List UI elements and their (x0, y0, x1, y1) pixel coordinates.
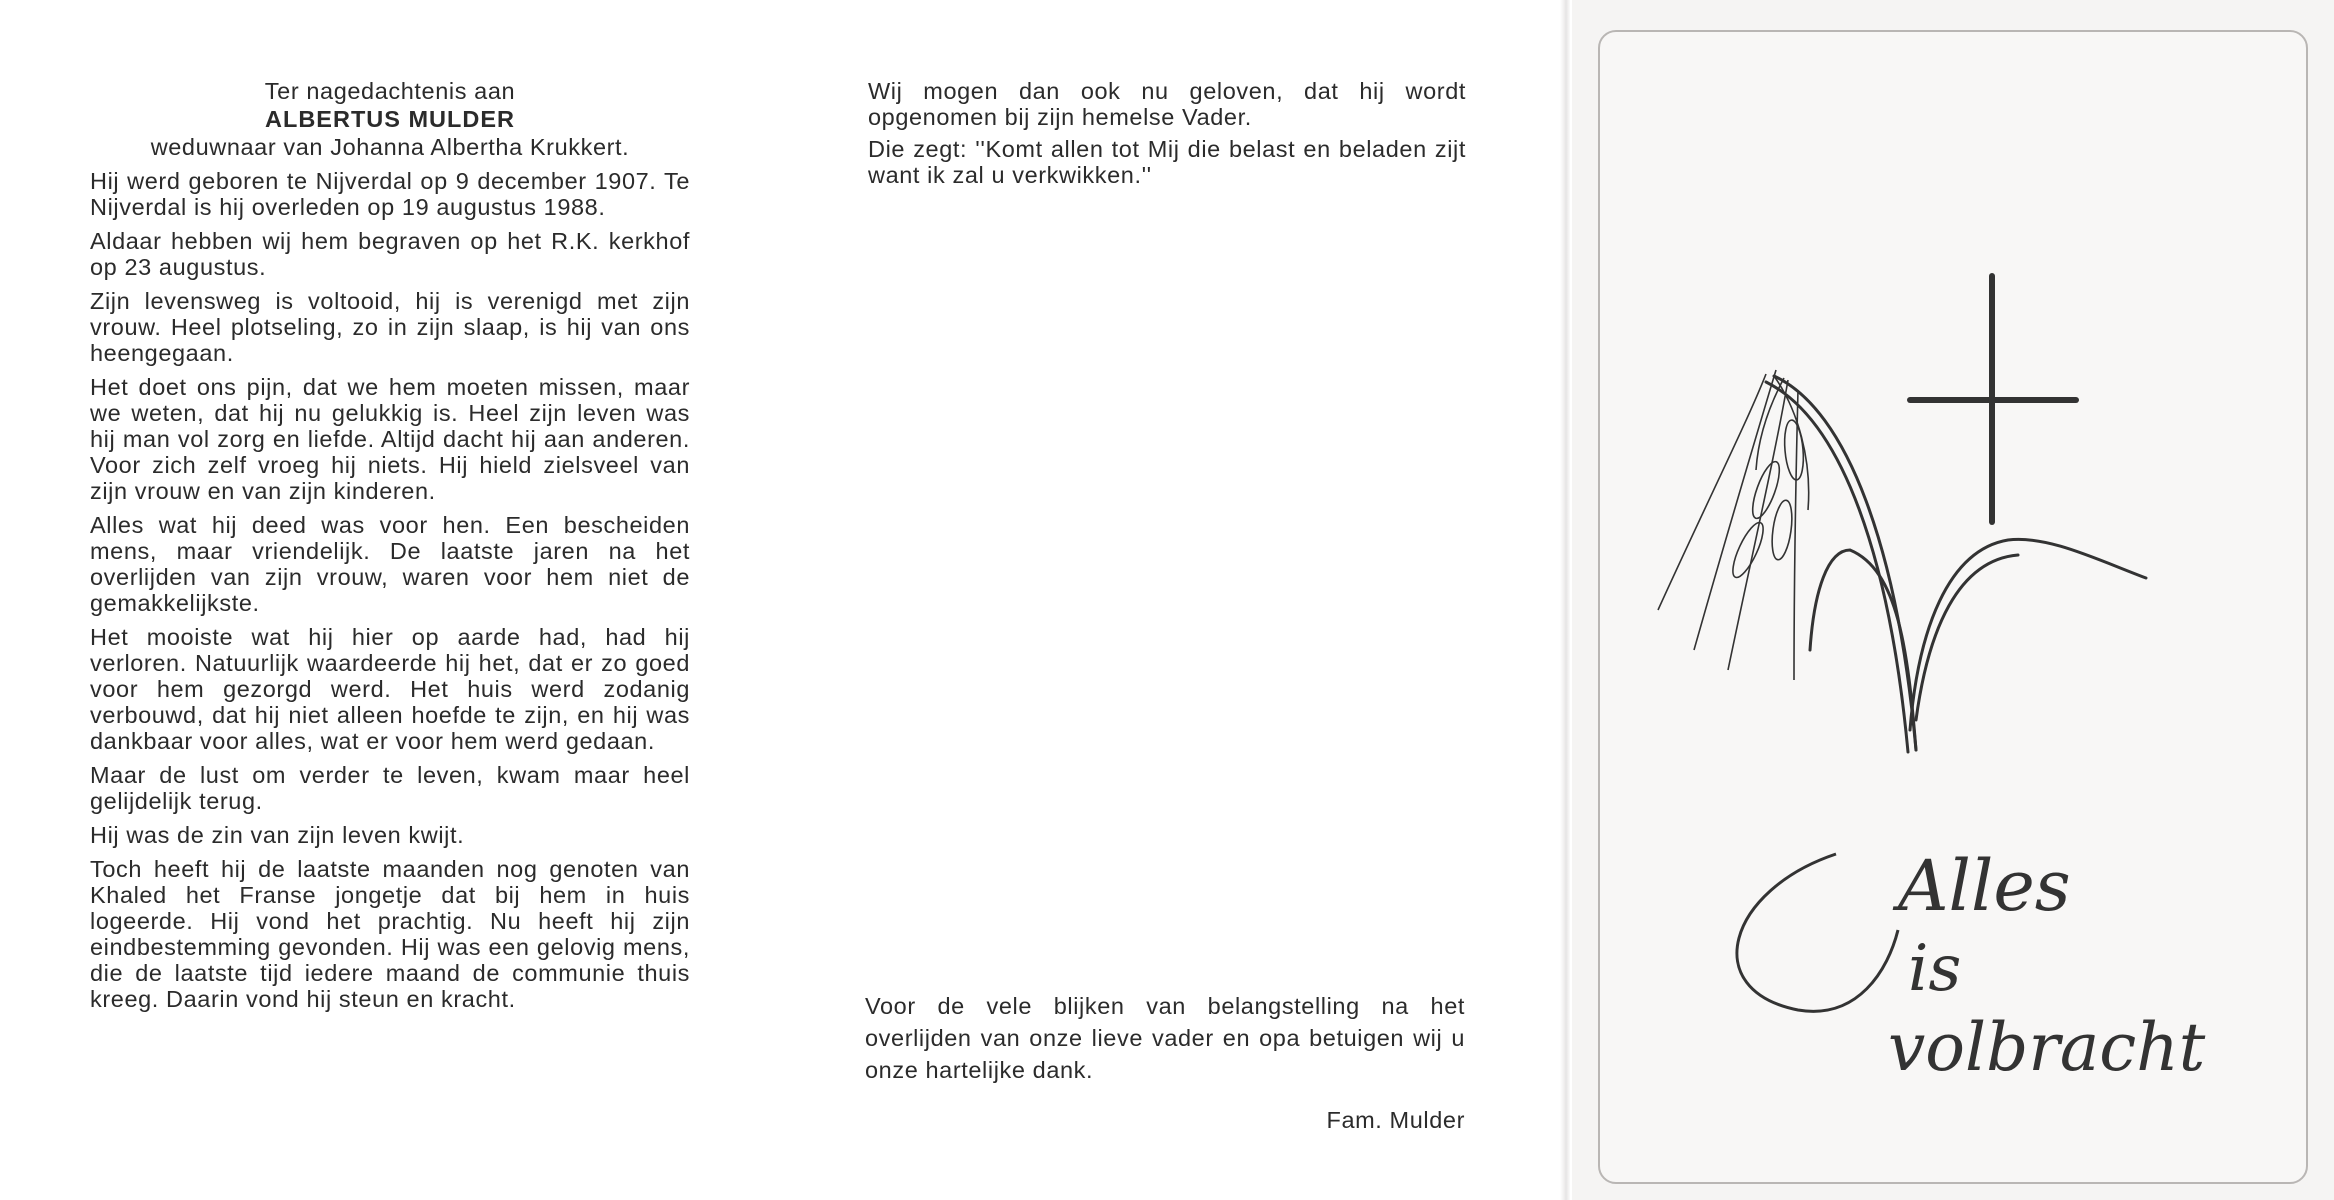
paragraph-last-months: Toch heeft hij de laatste maanden nog genoten van Khaled het Franse jongetje dat bij hem in huis logeerde. Hij vond het prachtig. Nu heeft hij zijn eindbestemming gevonden. Hij was een gelovig mens, die de laatste tijd iedere maand de communie thuis kreeg. Daarin vond hij steun en kracht. (90, 856, 690, 1012)
grass-blades-icon (1766, 376, 2146, 752)
motto (1737, 845, 2206, 1086)
wheat-ear-icon (1658, 370, 1809, 680)
middle-text-column (868, 78, 1466, 194)
thanks-text: Voor de vele blijken van belangstelling na het overlijden van onze lieve vader en opa betuigen wij u onze hartelijke dank. (865, 993, 1465, 1083)
thanks-block (865, 990, 1465, 1136)
paragraph-meaning: Hij was de zin van zijn leven kwijt. (90, 822, 465, 848)
widower-line: weduwnaar van Johanna Albertha Krukkert. (150, 134, 630, 160)
paragraph-missing-him: Het doet ons pijn, dat we hem moeten missen, maar we weten, dat hij nu gelukkig is. Heel zijn leven was hij man vol zorg en liefde. Altijd dacht hij aan anderen. Voor zich zelf vroeg hij niets. Hij hield zielsveel van zijn vrouw en van zijn kinderen. (90, 374, 690, 504)
motto-line-1: Alles (1898, 845, 2071, 927)
paragraph-quote: Die zegt: ''Komt allen tot Mij die belast en beladen zijt want ik zal u verkwikken.'' (868, 136, 1466, 188)
paragraph-birth-death: Hij werd geboren te Nijverdal op 9 december 1907. Te Nijverdal is hij overleden op 19 augustus 1988. (90, 168, 690, 220)
motto-line-2: is (1908, 932, 1962, 1006)
paragraph-will-to-live: Maar de lust om verder te leven, kwam maar heel gelijdelijk terug. (90, 762, 690, 814)
panel-illustration (1598, 30, 2304, 1180)
paragraph-care: Het mooiste wat hij hier op aarde had, had hij verloren. Natuurlijk waardeerde hij het, dat er zo goed voor hem gezorgd werd. Het huis werd zodanig verbouwd, dat hij niet alleen hoefde te zijn, en hij was dankbaar voor alles, wat er voor hem werd gedaan. (90, 624, 690, 754)
paragraph-modest-man: Alles wat hij deed was voor hen. Een bescheiden mens, maar vriendelijk. De laatste jaren na het overlijden van zijn vrouw, waren voor hem niet de gemakkelijkste. (90, 512, 690, 616)
card-fold (1560, 0, 1570, 1200)
cross-icon (1910, 276, 2076, 522)
left-text-column (90, 78, 690, 1020)
paragraph-life-path: Zijn levensweg is voltooid, hij is verenigd met zijn vrouw. Heel plotseling, zo in zijn slaap, is hij van ons heengegaan. (90, 288, 690, 366)
paragraph-faith: Wij mogen dan ook nu geloven, dat hij wordt opgenomen bij zijn hemelse Vader. (868, 78, 1466, 130)
intro-line: Ter nagedachtenis aan (264, 78, 516, 104)
motto-line-3: volbracht (1888, 1009, 2206, 1086)
paragraph-burial: Aldaar hebben wij hem begraven op het R.K. kerkhof op 23 augustus. (90, 228, 690, 280)
family-signature: Fam. Mulder (1326, 1107, 1465, 1133)
deceased-name: ALBERTUS MULDER (265, 106, 515, 132)
motto-flourish (1737, 854, 1898, 1011)
